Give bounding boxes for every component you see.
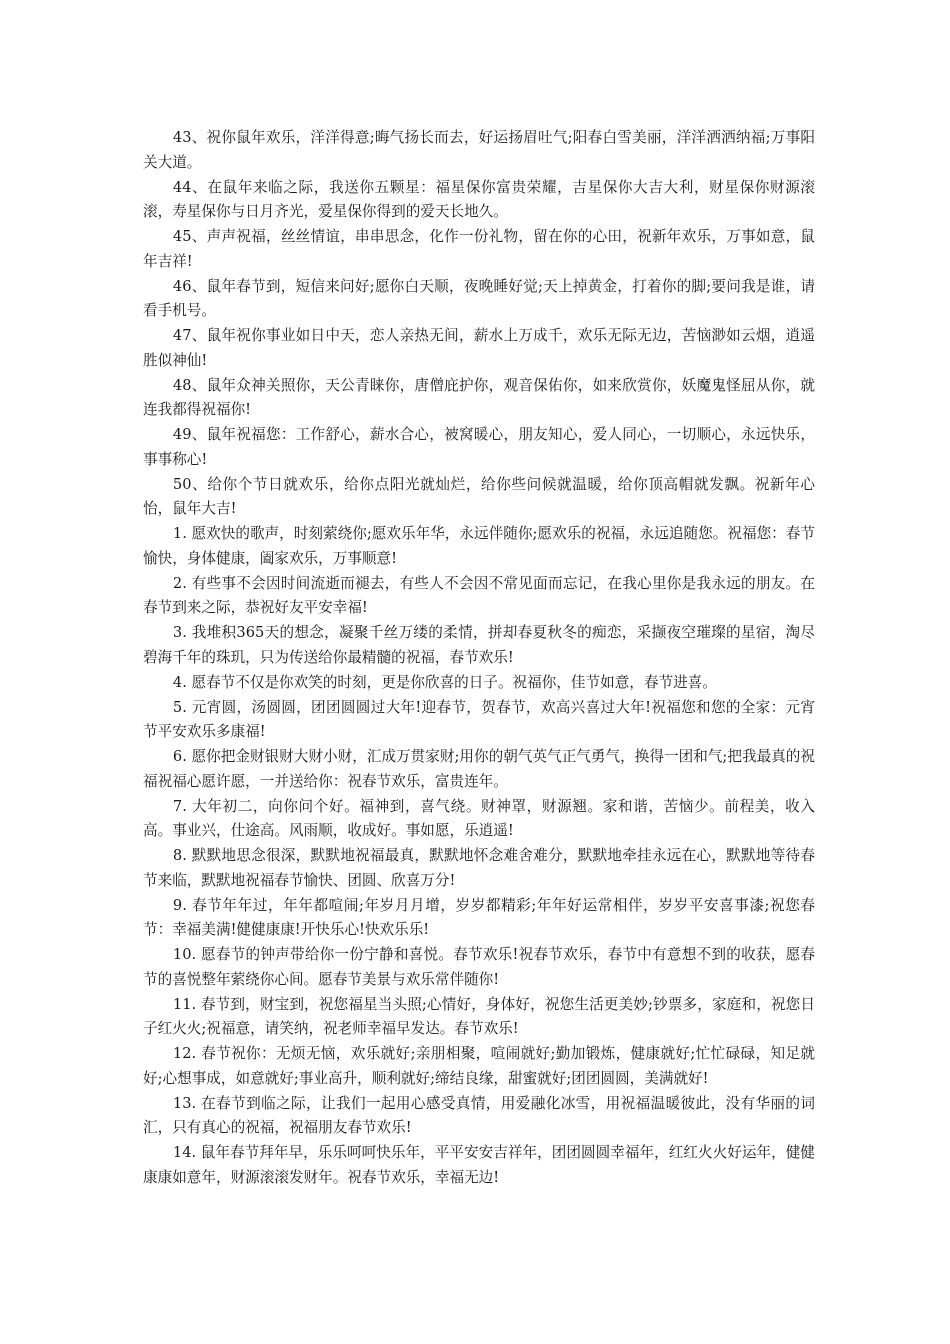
paragraph-5: 5. 元宵圆，汤圆圆，团团圆圆过大年!迎春节，贺春节，欢高兴喜过大年!祝福您和您的全家：元宵节平安欢乐多康福! — [143, 698, 815, 740]
paragraph-48: 48、鼠年众神关照你，天公青睐你，唐僧庇护你，观音保佑你，如来欣赏你，妖魔鬼怪屈从你，就连我都得祝福你! — [143, 376, 815, 418]
paragraph-2: 2. 有些事不会因时间流逝而褪去，有些人不会因不常见面而忘记，在我心里你是我永远的朋友。在春节到来之际，恭祝好友平安幸福! — [143, 574, 815, 616]
paragraph-14: 14. 鼠年春节拜年早，乐乐呵呵快乐年，平平安安吉祥年，团团圆圆幸福年，红红火火好运年，健健康康如意年，财源滚滚发财年。祝春节欢乐，幸福无边! — [143, 1144, 815, 1186]
paragraph-10: 10. 愿春节的钟声带给你一份宁静和喜悦。春节欢乐!祝春节欢乐，春节中有意想不到的收获，愿春节的喜悦整年萦绕你心间。愿春节美景与欢乐常伴随你! — [143, 946, 815, 988]
paragraph-45: 45、声声祝福，丝丝情谊，串串思念，化作一份礼物，留在你的心田，祝新年欢乐，万事如意，鼠年吉祥! — [143, 228, 815, 270]
paragraph-4: 4. 愿春节不仅是你欢笑的时刻，更是你欣喜的日子。祝福你，佳节如意，春节进喜。 — [172, 673, 717, 691]
paragraph-43: 43、祝你鼠年欢乐，洋洋得意;晦气扬长而去，好运扬眉吐气;阳春白雪美丽，洋洋洒洒纳福;万事阳关大道。 — [143, 129, 815, 171]
paragraph-49: 49、鼠年祝福您：工作舒心，薪水合心，被窝暖心，朋友知心，爱人同心，一切顺心，永远快乐，事事称心! — [143, 426, 815, 468]
paragraph-47: 47、鼠年祝你事业如日中天，恋人亲热无间，薪水上万成千，欢乐无际无边，苦恼渺如云烟，逍遥胜似神仙! — [143, 327, 815, 369]
paragraph-44: 44、在鼠年来临之际，我送你五颗星：福星保你富贵荣耀，吉星保你大吉大利，财星保你财源滚滚，寿星保你与日月齐光，爱星保你得到的爱天长地久。 — [143, 178, 815, 220]
paragraph-12: 12. 春节祝你：无烦无恼，欢乐就好;亲朋相聚，喧闹就好;勤加锻炼，健康就好;忙忙碌碌，知足就好;心想事成，如意就好;事业高升，顺利就好;缔结良缘，甜蜜就好;团团圆圆，美满就好! — [143, 1045, 815, 1087]
paragraph-46: 46、鼠年春节到，短信来问好;愿你白天顺，夜晚睡好觉;天上掉黄金，打着你的脚;要问我是谁，请看手机号。 — [143, 277, 815, 319]
paragraph-1: 1. 愿欢快的歌声，时刻萦绕你;愿欢乐年华，永远伴随你;愿欢乐的祝福，永远追随您。祝福您：春节愉快，身体健康，阖家欢乐，万事顺意! — [143, 525, 815, 567]
paragraph-9: 9. 春节年年过，年年都喧闹;年岁月月增，岁岁都精彩;年年好运常相伴，岁岁平安喜事漆;祝您春节：幸福美满!健健康康!开快乐心!快欢乐乐! — [143, 896, 815, 938]
paragraph-7: 7. 大年初二，向你问个好。福神到，喜气绕。财神罩，财源翘。家和谐，苦恼少。前程美，收入高。事业兴，仕途高。风雨顺，收成好。事如愿，乐逍遥! — [143, 797, 815, 839]
paragraph-6: 6. 愿你把金财银财大财小财，汇成万贯家财;用你的朝气英气正气勇气，换得一团和气;把我最真的祝福祝福心愿许愿，一并送给你：祝春节欢乐，富贵连年。 — [143, 748, 815, 790]
paragraph-8: 8. 默默地思念很深，默默地祝福最真，默默地怀念难舍难分，默默地牵挂永远在心，默默地等待春节来临，默默地祝福春节愉快、团圆、欣喜万分! — [143, 847, 815, 889]
paragraph-3: 3. 我堆积365天的想念，凝聚千丝万缕的柔情，拼却春夏秋冬的痴恋，采撷夜空璀璨的星宿，淘尽碧海千年的珠玑，只为传送给你最精髓的祝福，春节欢乐! — [143, 624, 815, 666]
paragraph-11: 11. 春节到，财宝到，祝您福星当头照;心情好，身体好，祝您生活更美妙;钞票多，家庭和，祝您日子红火火;祝福意，请笑纳，祝老师幸福早发达。春节欢乐! — [143, 995, 815, 1037]
document-body — [143, 126, 815, 1191]
paragraph-13: 13. 在春节到临之际，让我们一起用心感受真情，用爱融化冰雪，用祝福温暖彼此，没有华丽的词汇，只有真心的祝福，祝福朋友春节欢乐! — [143, 1094, 815, 1136]
paragraph-50: 50、给你个节日就欢乐，给你点阳光就灿烂，给你些问候就温暖，给你顶高帽就发飘。祝新年心怡，鼠年大吉! — [143, 475, 815, 517]
